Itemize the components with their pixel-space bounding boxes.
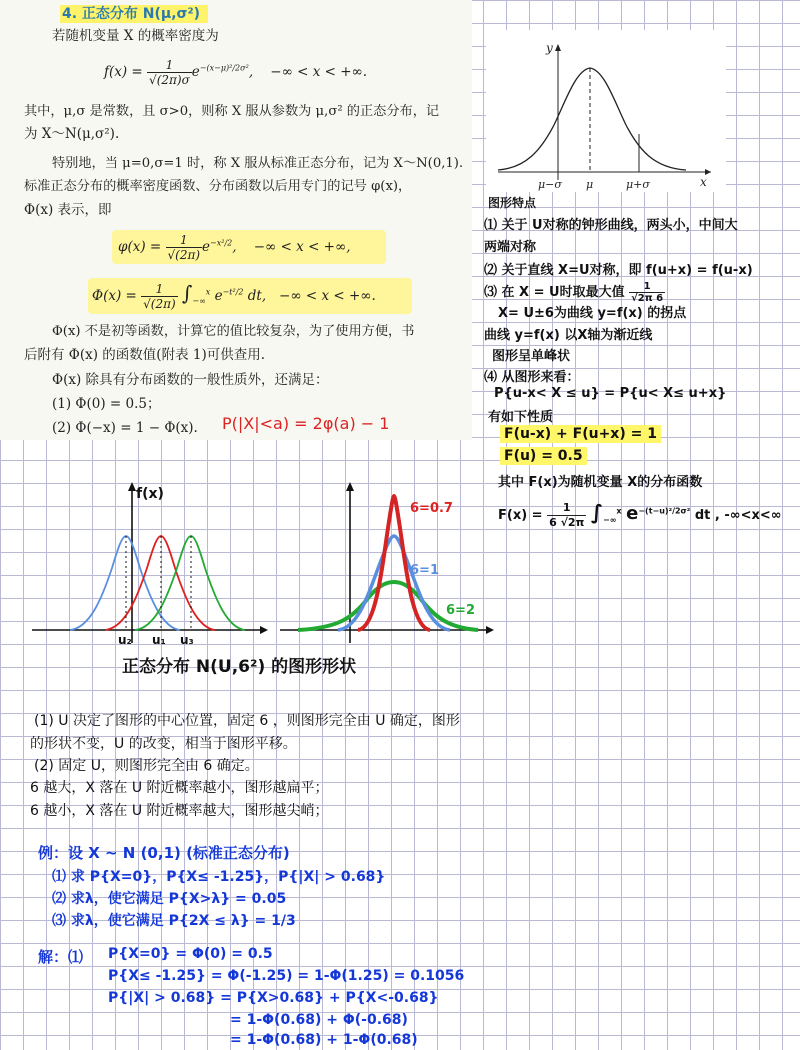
bell-curve-figure bbox=[486, 30, 726, 192]
left-tick-u2: u₂ bbox=[118, 633, 132, 647]
property-2-note: P(|X|<a) = 2φ(a) − 1 bbox=[222, 414, 390, 433]
label-sigma-2: 6=2 bbox=[446, 603, 475, 618]
explain-5: 6 越小，X 落在 U 附近概率越大，图形越尖峭； bbox=[30, 803, 329, 819]
density-formula: f(x) = $\frac{1}{√(2\pi)\sigma}$ $e^{-(x-\mu)^2/2\sigma^2}$, −∞ < x < +∞. bbox=[104, 58, 368, 87]
note-3b: X= U±6为曲线 y=f(x) 的拐点 bbox=[498, 306, 687, 321]
example-q1: ⑴ 求 P{X=0}，P{X≤ -1.25}，P{|X| > 0.68} bbox=[52, 869, 386, 885]
note-3: ⑶ 在 X = U时取最大值 $\frac{1}{√2\pi 6}$ bbox=[484, 281, 664, 304]
bell-tick-mid: μ bbox=[586, 178, 594, 191]
bell-tick-left: μ−σ bbox=[538, 178, 562, 191]
solution-4: = 1-Φ(0.68) + Φ(-0.68) bbox=[230, 1012, 408, 1028]
note-9: F(u-x) + F(u+x) = 1 bbox=[500, 426, 661, 442]
note-1: ⑴ 关于 U对称的钟形曲线，两头小，中间大 bbox=[484, 218, 738, 233]
bell-y-label: y bbox=[546, 41, 553, 55]
solution-3: P{|X| > 0.68} = P{X>0.68} + P{X<-0.68} bbox=[108, 990, 439, 1006]
property-1: (1) Φ(0) = 0.5； bbox=[52, 396, 161, 412]
para-2a: 特别地，当 μ=0,σ=1 时，称 X 服从标准正态分布，记为 X～N(0,1). bbox=[52, 156, 464, 171]
example-q3: ⑶ 求λ，使它满足 P{2X ≤ λ} = 1/3 bbox=[52, 913, 296, 929]
intro-text: 若随机变量 X 的概率密度为 bbox=[52, 28, 219, 44]
para-2c: Φ(x) 表示，即 bbox=[24, 202, 112, 218]
note-6: ⑷ 从图形来看： bbox=[484, 370, 580, 385]
label-sigma-07: 6=0.7 bbox=[410, 501, 453, 516]
notes-title: 图形特点 bbox=[488, 196, 537, 210]
right-x-arrow bbox=[486, 626, 494, 634]
solution-5: = 1-Φ(0.68) + 1-Φ(0.68) bbox=[230, 1032, 418, 1048]
note-4: 曲线 y=f(x) 以X轴为渐近线 bbox=[484, 328, 653, 343]
note-10: F(u) = 0.5 bbox=[500, 448, 587, 464]
bell-x-label: x bbox=[700, 175, 707, 189]
explain-2: 的形状不变，U 的改变，相当于图形平移。 bbox=[30, 736, 297, 752]
para-2b: 标准正态分布的概率密度函数、分布函数以后用专门的记号 φ(x)， bbox=[24, 179, 412, 194]
left-curve-green bbox=[135, 536, 245, 630]
solution-label: 解：⑴ bbox=[38, 948, 84, 966]
left-tick-u3: u₃ bbox=[180, 633, 194, 647]
para-1b: 为 X～N(μ,σ²). bbox=[24, 126, 120, 142]
phi-formula: φ(x) = $\frac{1}{√(2\pi)}$ $e^{-x^2/2}$, −∞ < x < +∞, bbox=[118, 233, 351, 262]
note-2: ⑵ 关于直线 X=U对称，即 f(u+x) = f(u-x) bbox=[484, 263, 753, 278]
para-1a: 其中，μ,σ 是常数，且 σ>0，则称 X 服从参数为 μ,σ² 的正态分布，记 bbox=[24, 104, 440, 119]
left-x-arrow bbox=[260, 626, 268, 634]
note-8: 有如下性质 bbox=[488, 410, 554, 425]
para-3b: 后附有 Φ(x) 的函数值(附表 1)可供查用. bbox=[24, 347, 266, 363]
explain-4: 6 越大，X 落在 U 附近概率越小，图形越扁平； bbox=[30, 780, 329, 796]
mean-shift-graph bbox=[30, 478, 270, 648]
cdf-formula: F(x) = $\frac{1}{6 √2\pi}$ $\int_{-\infty}^x$ $e^{-(t-u)^2/2\sigma^2}$ dt , -∞<x<∞ bbox=[498, 500, 782, 529]
property-2: (2) Φ(−x) = 1 − Φ(x). bbox=[52, 420, 198, 436]
solution-2: P{X≤ -1.25} = Φ(-1.25) = 1-Φ(1.25) = 0.1056 bbox=[108, 968, 465, 984]
left-y-arrow bbox=[128, 482, 136, 491]
para-4: Φ(x) 除具有分布函数的一般性质外，还满足： bbox=[52, 372, 329, 388]
left-y-label: f(x) bbox=[136, 486, 164, 502]
note-5: 图形呈单峰状 bbox=[492, 349, 571, 364]
graphs-caption: 正态分布 N(U,6²) 的图形形状 bbox=[122, 657, 357, 677]
example-title: 例：设 X ~ N (0,1) (标准正态分布) bbox=[38, 844, 290, 862]
note-1b: 两端对称 bbox=[484, 240, 537, 255]
para-3a: Φ(x) 不是初等函数，计算它的值比较复杂，为了使用方便，书 bbox=[52, 324, 415, 339]
note-11: 其中 F(x)为随机变量 X的分布函数 bbox=[498, 475, 703, 490]
section-title: 4. 正态分布 N(μ,σ²) bbox=[60, 3, 208, 23]
label-sigma-1: 6=1 bbox=[410, 563, 439, 578]
sigma-graph bbox=[278, 478, 500, 648]
example-q2: ⑵ 求λ，使它满足 P{X>λ} = 0.05 bbox=[52, 891, 287, 907]
right-y-arrow bbox=[346, 482, 354, 491]
Phi-formula: Φ(x) = $\frac{1}{√(2\pi)}$ $\int_{-\infty}^x$ $e^{-t^2/2}$ dt, −∞ < x < +∞. bbox=[92, 281, 376, 311]
bell-tick-right: μ+σ bbox=[626, 178, 650, 191]
bell-figure-bg bbox=[486, 30, 726, 192]
note-7: P{u-x< X ≤ u} = P{u< X≤ u+x} bbox=[494, 386, 727, 401]
explain-1: (1) U 决定了图形的中心位置，固定 6 ，则图形完全由 U 确定，图形 bbox=[34, 713, 460, 729]
left-tick-u1: u₁ bbox=[152, 633, 166, 647]
explain-3: (2) 固定 U，则图形完全由 6 确定。 bbox=[34, 758, 259, 774]
solution-1: P{X=0} = Φ(0) = 0.5 bbox=[108, 946, 273, 962]
